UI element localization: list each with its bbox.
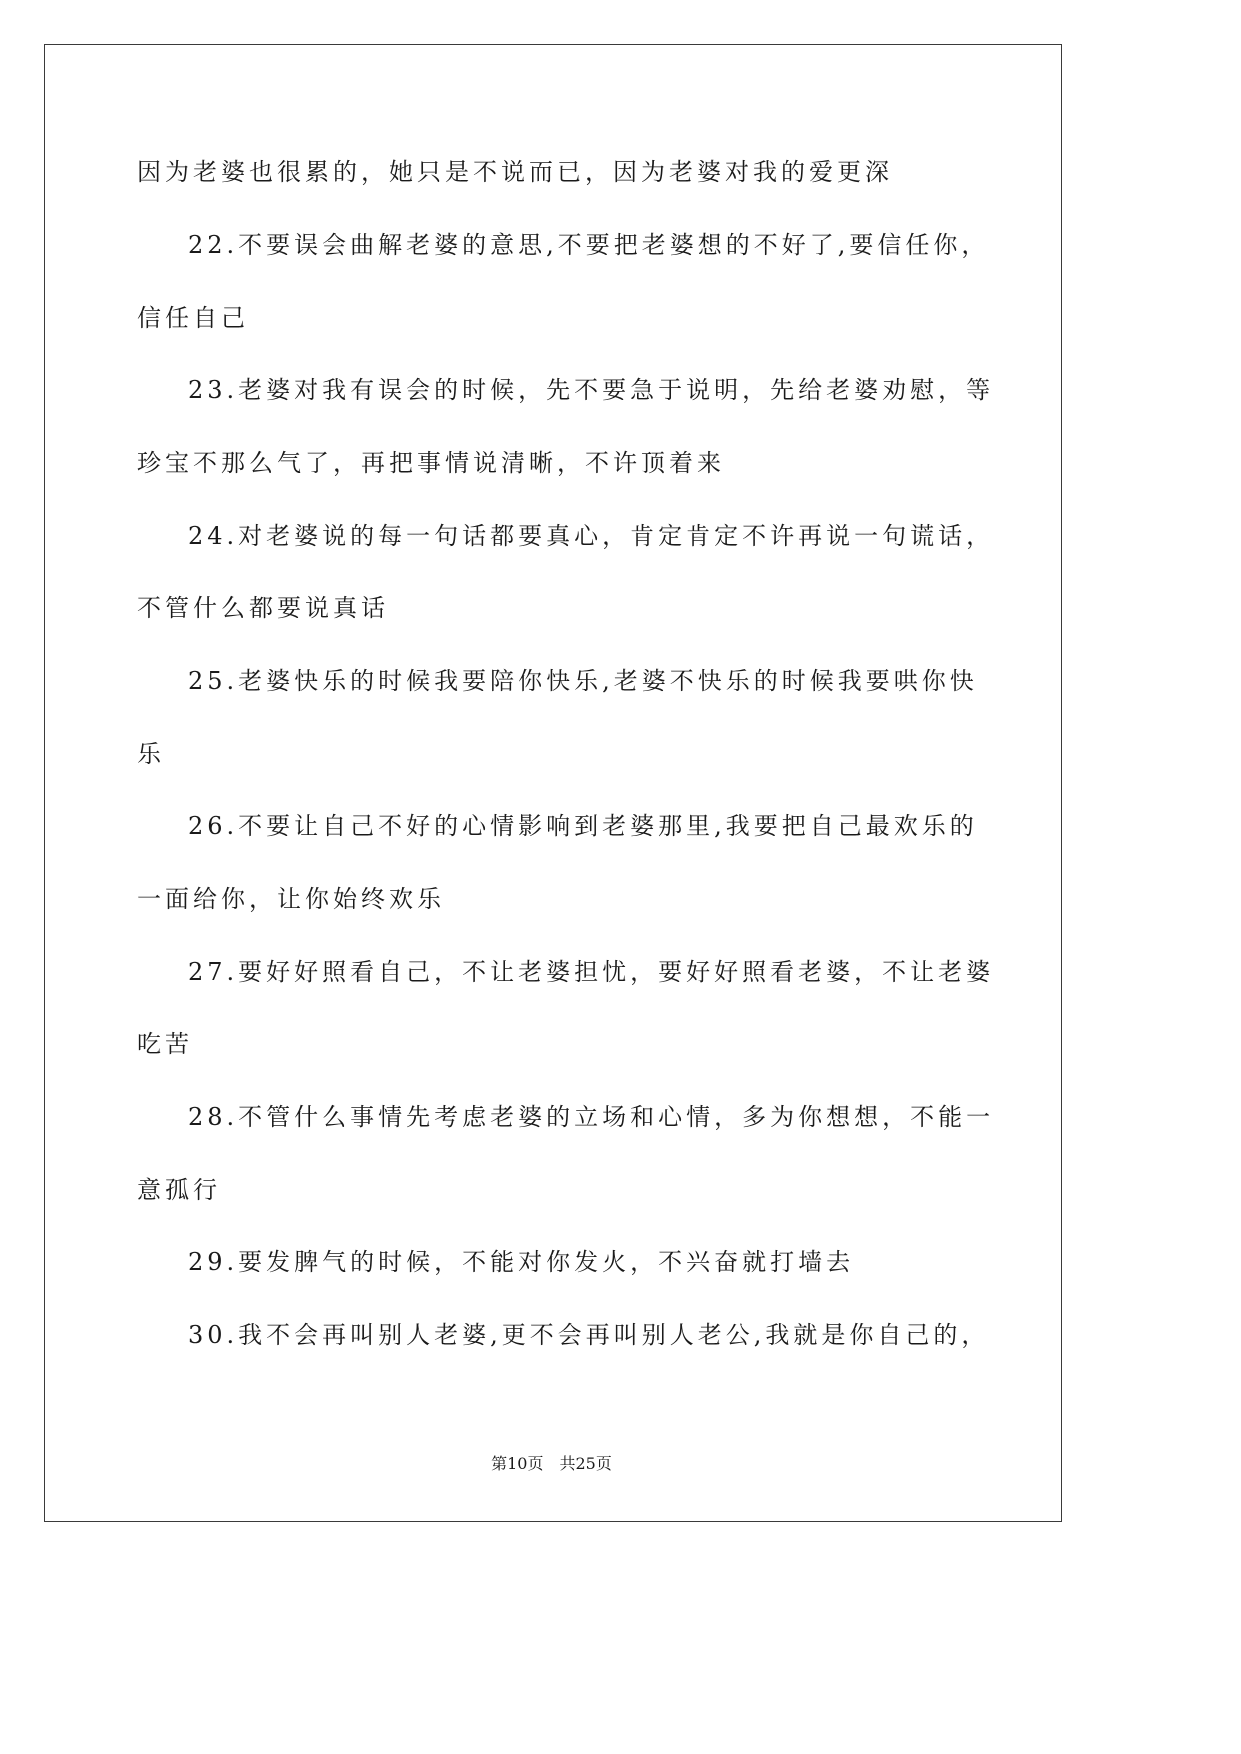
page-border — [44, 44, 1062, 1522]
paragraph-line: 信任自己 — [137, 304, 249, 332]
paragraph-line: 因为老婆也很累的，她只是不说而已，因为老婆对我的爱更深 — [137, 158, 893, 186]
paragraph-line: 26.不要让自己不好的心情影响到老婆那里,我要把自己最欢乐的 — [188, 812, 978, 840]
paragraph-line: 不管什么都要说真话 — [137, 594, 389, 622]
paragraph-line: 意孤行 — [137, 1176, 221, 1204]
paragraph-line: 一面给你，让你始终欢乐 — [137, 885, 445, 913]
page-number: 第10页 — [491, 1454, 544, 1473]
paragraph-line: 25.老婆快乐的时候我要陪你快乐,老婆不快乐的时候我要哄你快 — [188, 667, 978, 695]
paragraph-line: 29.要发脾气的时候，不能对你发火，不兴奋就打墙去 — [188, 1248, 855, 1276]
paragraph-line: 珍宝不那么气了，再把事情说清晰，不许顶着来 — [137, 449, 725, 477]
page-total: 共25页 — [559, 1454, 612, 1473]
paragraph-line: 吃苦 — [137, 1030, 193, 1058]
paragraph-line: 23.老婆对我有误会的时候，先不要急于说明，先给老婆劝慰，等 — [188, 376, 995, 404]
paragraph-line: 24.对老婆说的每一句话都要真心，肯定肯定不许再说一句谎话， — [188, 522, 995, 550]
paragraph-line: 28.不管什么事情先考虑老婆的立场和心情，多为你想想，不能一 — [188, 1103, 995, 1131]
page-footer — [0, 1454, 1103, 1474]
paragraph-line: 乐 — [137, 740, 165, 768]
paragraph-line: 30.我不会再叫别人老婆,更不会再叫别人老公,我就是你自己的， — [188, 1321, 990, 1349]
paragraph-line: 27.要好好照看自己，不让老婆担忧，要好好照看老婆，不让老婆 — [188, 958, 995, 986]
paragraph-line: 22.不要误会曲解老婆的意思,不要把老婆想的不好了,要信任你， — [188, 231, 990, 259]
